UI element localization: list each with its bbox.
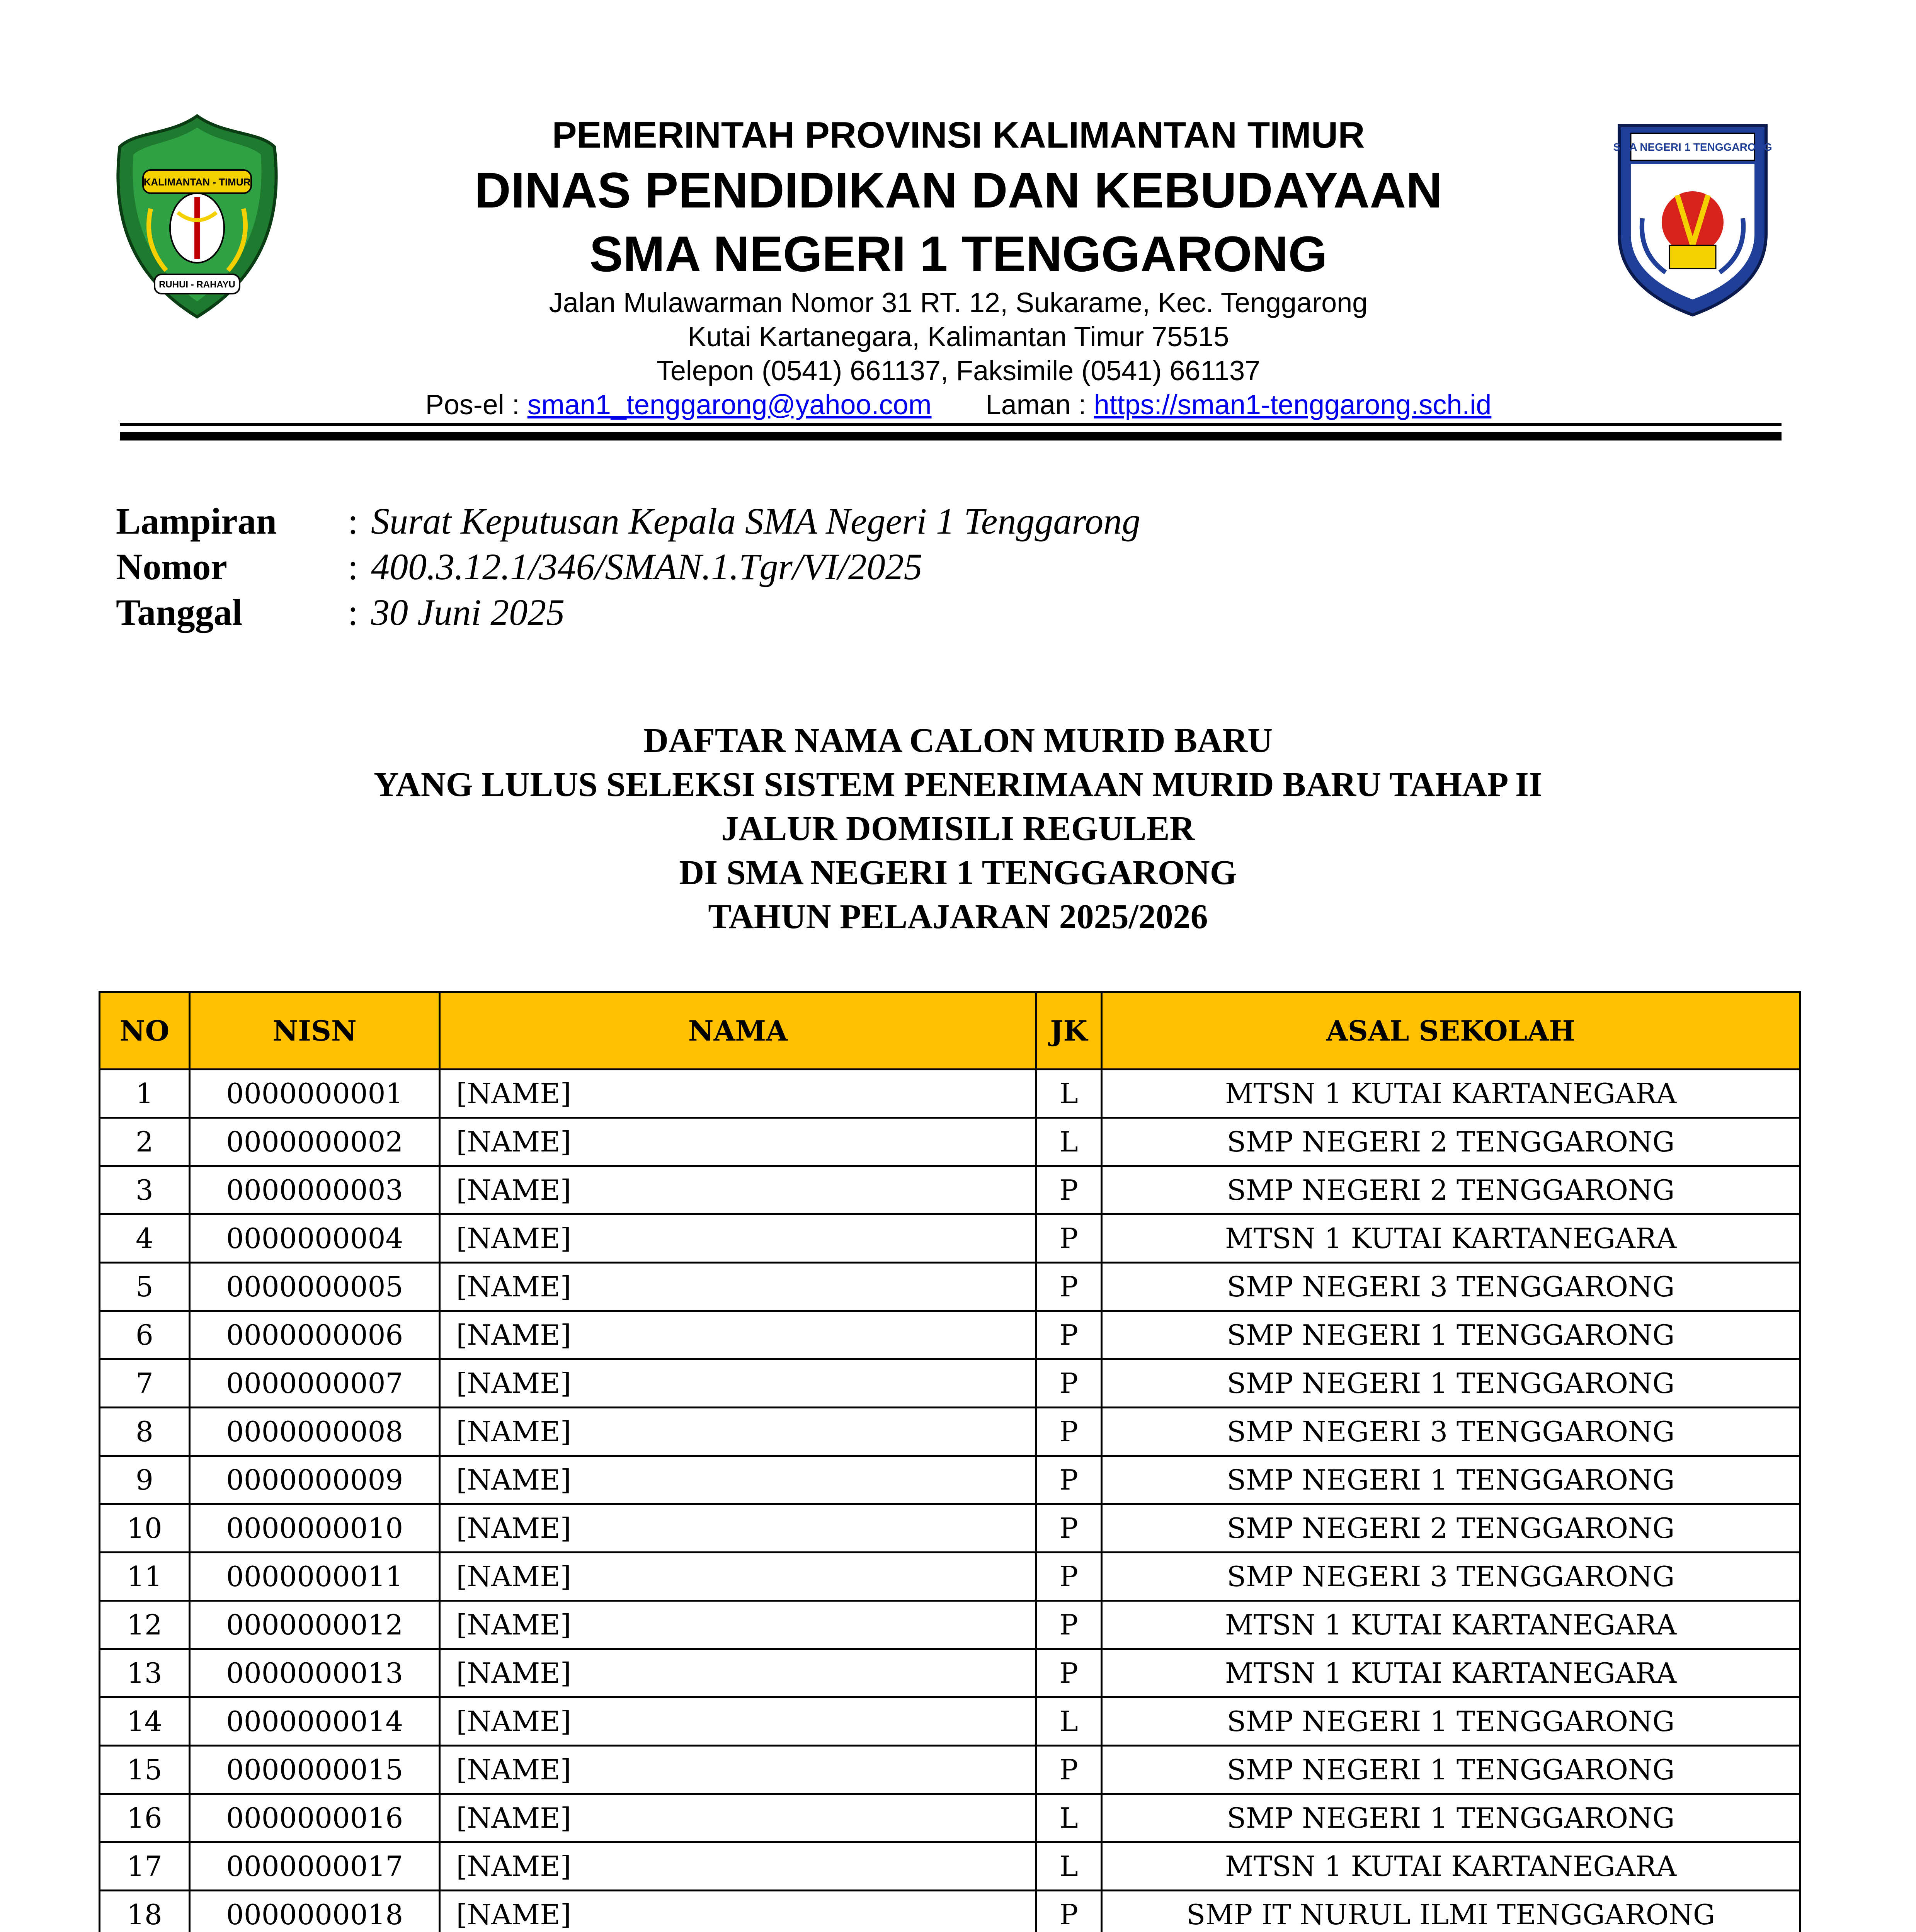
cell-no: 15	[100, 1746, 190, 1794]
letterhead-divider-thick	[120, 432, 1782, 440]
cell-nisn: 0000000007	[189, 1359, 440, 1408]
email-link[interactable]: sman1_tenggarong@yahoo.com	[527, 389, 932, 420]
title-line: DI SMA NEGERI 1 TENGGARONG	[679, 854, 1237, 892]
cell-gender: P	[1036, 1456, 1102, 1504]
cell-gender: P	[1036, 1166, 1102, 1214]
student-table	[99, 991, 1801, 1932]
table-body	[100, 1070, 1800, 1932]
cell-gender: L	[1036, 1697, 1102, 1746]
cell-gender: P	[1036, 1746, 1102, 1794]
website-link[interactable]: https://sman1-tenggarong.sch.id	[1094, 389, 1492, 420]
cell-nisn: 0000000017	[189, 1842, 440, 1891]
cell-school: MTSN 1 KUTAI KARTANEGARA	[1102, 1070, 1800, 1118]
cell-gender: P	[1036, 1263, 1102, 1311]
cell-name: [NAME]	[440, 1697, 1036, 1746]
cell-no: 16	[100, 1794, 190, 1842]
document-title	[0, 719, 1916, 939]
attachment-value: Surat Keputusan Kepala SMA Negeri 1 Tenggarong	[371, 500, 1141, 542]
cell-nisn: 0000000005	[189, 1263, 440, 1311]
cell-no: 12	[100, 1601, 190, 1649]
svg-text:KALIMANTAN - TIMUR: KALIMANTAN - TIMUR	[143, 176, 251, 188]
cell-nisn: 0000000002	[189, 1118, 440, 1166]
table-row	[100, 1456, 1800, 1504]
contact-line	[309, 388, 1608, 422]
title-line: TAHUN PELAJARAN 2025/2026	[708, 898, 1208, 936]
number-value: 400.3.12.1/346/SMAN.1.Tgr/VI/2025	[371, 546, 922, 587]
address-line-1: Jalan Mulawarman Nomor 31 RT. 12, Sukarame, Kec. Tenggarong	[549, 287, 1368, 318]
table-row	[100, 1649, 1800, 1697]
cell-no: 11	[100, 1553, 190, 1601]
cell-gender: P	[1036, 1408, 1102, 1456]
cell-no: 13	[100, 1649, 190, 1697]
cell-nisn: 0000000013	[189, 1649, 440, 1697]
cell-name: [NAME]	[440, 1601, 1036, 1649]
cell-school: MTSN 1 KUTAI KARTANEGARA	[1102, 1842, 1800, 1891]
cell-school: SMP NEGERI 1 TENGGARONG	[1102, 1697, 1800, 1746]
table-row	[100, 1553, 1800, 1601]
cell-gender: P	[1036, 1891, 1102, 1932]
cell-no: 17	[100, 1842, 190, 1891]
separator: :	[348, 592, 358, 633]
cell-no: 14	[100, 1697, 190, 1746]
cell-gender: P	[1036, 1359, 1102, 1408]
agency-name: DINAS PENDIDIKAN DAN KEBUDAYAAN	[474, 162, 1443, 218]
title-line: JALUR DOMISILI REGULER	[721, 810, 1195, 848]
cell-gender: P	[1036, 1504, 1102, 1553]
table-row	[100, 1311, 1800, 1359]
cell-no: 6	[100, 1311, 190, 1359]
cell-no: 5	[100, 1263, 190, 1311]
cell-school: SMP NEGERI 2 TENGGARONG	[1102, 1166, 1800, 1214]
table-row	[100, 1359, 1800, 1408]
cell-school: SMP NEGERI 1 TENGGARONG	[1102, 1746, 1800, 1794]
header-name: NAMA	[440, 992, 1036, 1070]
cell-no: 2	[100, 1118, 190, 1166]
cell-no: 9	[100, 1456, 190, 1504]
cell-name: [NAME]	[440, 1359, 1036, 1408]
cell-nisn: 0000000010	[189, 1504, 440, 1553]
cell-name: [NAME]	[440, 1746, 1036, 1794]
cell-nisn: 0000000015	[189, 1746, 440, 1794]
cell-nisn: 0000000014	[189, 1697, 440, 1746]
cell-nisn: 0000000016	[189, 1794, 440, 1842]
table-row	[100, 1263, 1800, 1311]
separator: :	[348, 500, 358, 542]
header-gender: JK	[1036, 992, 1102, 1070]
table-row	[100, 1118, 1800, 1166]
cell-name: [NAME]	[440, 1504, 1036, 1553]
cell-school: SMP NEGERI 3 TENGGARONG	[1102, 1263, 1800, 1311]
table-row	[100, 1601, 1800, 1649]
cell-gender: P	[1036, 1649, 1102, 1697]
letterhead-text	[309, 112, 1608, 422]
cell-no: 18	[100, 1891, 190, 1932]
cell-name: [NAME]	[440, 1553, 1036, 1601]
cell-nisn: 0000000004	[189, 1214, 440, 1263]
attachment-info	[116, 498, 1140, 635]
cell-name: [NAME]	[440, 1311, 1036, 1359]
cell-school: SMP NEGERI 3 TENGGARONG	[1102, 1408, 1800, 1456]
school-name: SMA NEGERI 1 TENGGARONG	[589, 226, 1327, 282]
letterhead-divider-thin	[120, 423, 1782, 426]
date-label: Tanggal	[116, 592, 243, 633]
cell-gender: P	[1036, 1214, 1102, 1263]
cell-nisn: 0000000008	[189, 1408, 440, 1456]
cell-name: [NAME]	[440, 1842, 1036, 1891]
cell-school: MTSN 1 KUTAI KARTANEGARA	[1102, 1601, 1800, 1649]
cell-no: 7	[100, 1359, 190, 1408]
table-row	[100, 1166, 1800, 1214]
cell-name: [NAME]	[440, 1649, 1036, 1697]
cell-name: [NAME]	[440, 1408, 1036, 1456]
cell-no: 1	[100, 1070, 190, 1118]
cell-school: SMP IT NURUL ILMI TENGGARONG	[1102, 1891, 1800, 1932]
cell-nisn: 0000000001	[189, 1070, 440, 1118]
svg-text:SMA NEGERI 1 TENGGARONG: SMA NEGERI 1 TENGGARONG	[1613, 141, 1772, 153]
cell-school: SMP NEGERI 1 TENGGARONG	[1102, 1794, 1800, 1842]
title-line: YANG LULUS SELEKSI SISTEM PENERIMAAN MURID BARU TAHAP II	[374, 765, 1542, 804]
cell-name: [NAME]	[440, 1794, 1036, 1842]
table-row	[100, 1794, 1800, 1842]
cell-nisn: 0000000009	[189, 1456, 440, 1504]
header-no: NO	[100, 992, 190, 1070]
cell-no: 4	[100, 1214, 190, 1263]
attachment-row	[116, 498, 1140, 544]
cell-nisn: 0000000003	[189, 1166, 440, 1214]
table-header-row	[100, 992, 1800, 1070]
table-row	[100, 1891, 1800, 1932]
table-row	[100, 1214, 1800, 1263]
web-label: Laman :	[985, 389, 1094, 420]
table-row	[100, 1504, 1800, 1553]
cell-name: [NAME]	[440, 1166, 1036, 1214]
cell-school: MTSN 1 KUTAI KARTANEGARA	[1102, 1649, 1800, 1697]
separator: :	[348, 546, 358, 587]
address-line-2: Kutai Kartanegara, Kalimantan Timur 75515	[687, 321, 1229, 352]
cell-name: [NAME]	[440, 1070, 1036, 1118]
cell-gender: L	[1036, 1070, 1102, 1118]
cell-name: [NAME]	[440, 1118, 1036, 1166]
province-emblem-icon	[112, 112, 282, 321]
header-school: ASAL SEKOLAH	[1102, 992, 1800, 1070]
table-row	[100, 1842, 1800, 1891]
date-row	[116, 590, 1140, 635]
header-nisn: NISN	[189, 992, 440, 1070]
cell-gender: P	[1036, 1311, 1102, 1359]
email-label: Pos-el :	[425, 389, 527, 420]
cell-name: [NAME]	[440, 1214, 1036, 1263]
cell-no: 3	[100, 1166, 190, 1214]
cell-name: [NAME]	[440, 1263, 1036, 1311]
cell-gender: L	[1036, 1118, 1102, 1166]
cell-nisn: 0000000011	[189, 1553, 440, 1601]
cell-gender: P	[1036, 1601, 1102, 1649]
cell-name: [NAME]	[440, 1456, 1036, 1504]
school-crest-icon	[1611, 118, 1774, 319]
svg-text:RUHUI - RAHAYU: RUHUI - RAHAYU	[159, 279, 235, 290]
cell-nisn: 0000000012	[189, 1601, 440, 1649]
cell-school: SMP NEGERI 1 TENGGARONG	[1102, 1359, 1800, 1408]
letterhead	[0, 0, 1916, 448]
title-line: DAFTAR NAMA CALON MURID BARU	[643, 721, 1273, 760]
cell-school: SMP NEGERI 2 TENGGARONG	[1102, 1504, 1800, 1553]
table-row	[100, 1408, 1800, 1456]
cell-school: SMP NEGERI 1 TENGGARONG	[1102, 1456, 1800, 1504]
cell-nisn: 0000000018	[189, 1891, 440, 1932]
cell-gender: P	[1036, 1553, 1102, 1601]
cell-gender: L	[1036, 1842, 1102, 1891]
cell-nisn: 0000000006	[189, 1311, 440, 1359]
cell-gender: L	[1036, 1794, 1102, 1842]
number-label: Nomor	[116, 546, 227, 587]
phone-line: Telepon (0541) 661137, Faksimile (0541) 661137	[656, 355, 1261, 386]
cell-no: 8	[100, 1408, 190, 1456]
cell-school: SMP NEGERI 3 TENGGARONG	[1102, 1553, 1800, 1601]
table-row	[100, 1697, 1800, 1746]
cell-name: [NAME]	[440, 1891, 1036, 1932]
table-row	[100, 1070, 1800, 1118]
cell-school: MTSN 1 KUTAI KARTANEGARA	[1102, 1214, 1800, 1263]
table-row	[100, 1746, 1800, 1794]
date-value: 30 Juni 2025	[371, 592, 565, 633]
government-name: PEMERINTAH PROVINSI KALIMANTAN TIMUR	[552, 114, 1365, 156]
number-row	[116, 544, 1140, 590]
cell-no: 10	[100, 1504, 190, 1553]
cell-school: SMP NEGERI 2 TENGGARONG	[1102, 1118, 1800, 1166]
attachment-label: Lampiran	[116, 500, 277, 542]
cell-school: SMP NEGERI 1 TENGGARONG	[1102, 1311, 1800, 1359]
